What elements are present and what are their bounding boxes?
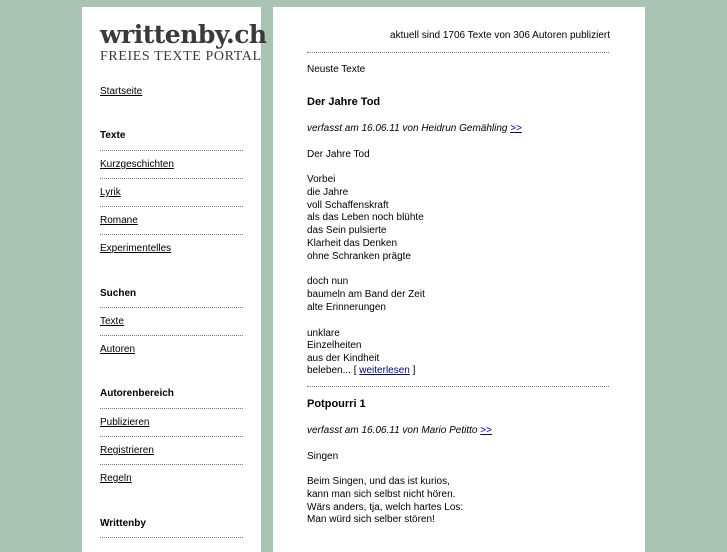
post-meta-text: verfasst am 16.06.11 von Heidrun Gemähling <box>307 123 508 134</box>
sidebar-link-experimentelles[interactable]: Experimentelles <box>100 243 172 254</box>
divider <box>307 386 609 387</box>
post-excerpt-last-line <box>307 365 415 376</box>
divider <box>100 335 243 336</box>
post-more-link[interactable]: >> <box>510 123 522 134</box>
site-logo-subtitle: FREIES TEXTE PORTAL <box>100 49 262 64</box>
divider <box>100 408 243 409</box>
last-line-bracket: ] <box>409 365 416 376</box>
post-meta <box>307 425 492 436</box>
post-title: Der Jahre Tod <box>307 96 381 108</box>
sidebar-heading-texte: Texte <box>100 130 126 141</box>
last-line-text: beleben... [ <box>307 365 360 376</box>
post-excerpt-body: Vorbei die Jahre voll Schaffenskraft als das Leben noch blühte das Sein pulsierte Klarheit das Denken ohne Schranken prägte doch nun baumeln am Band der Zeit alte Erinnerungen unklare Einzelheiten aus der Kindheit <box>307 174 425 365</box>
divider <box>307 52 609 53</box>
sidebar-link-lyrik[interactable]: Lyrik <box>100 187 121 198</box>
sidebar-heading-suchen: Suchen <box>100 288 137 299</box>
sidebar-heading-autorenbereich: Autorenbereich <box>100 388 174 399</box>
post-meta-text: verfasst am 16.06.11 von Mario Petitto <box>307 425 478 436</box>
post-meta <box>307 123 522 134</box>
sidebar-link-publizieren[interactable]: Publizieren <box>100 417 150 428</box>
post-title: Potpourri 1 <box>307 398 366 410</box>
divider <box>100 234 243 235</box>
post-excerpt-title: Singen <box>307 451 339 462</box>
site-logo-title[interactable]: writtenby.ch <box>100 20 267 49</box>
divider <box>100 206 243 207</box>
sidebar <box>82 7 267 552</box>
divider <box>100 150 243 151</box>
stats-text: aktuell sind 1706 Texte von 306 Autoren publiziert <box>390 30 610 41</box>
divider <box>100 464 243 465</box>
sidebar-link-regeln[interactable]: Regeln <box>100 473 132 484</box>
sidebar-link-registrieren[interactable]: Registrieren <box>100 445 154 456</box>
main-content <box>273 7 645 552</box>
divider <box>100 307 243 308</box>
sidebar-link-texte-suchen[interactable]: Texte <box>100 316 124 327</box>
sidebar-link-kurzgeschichten[interactable]: Kurzgeschichten <box>100 159 174 170</box>
post-more-link[interactable]: >> <box>480 425 492 436</box>
section-label: Neuste Texte <box>307 64 366 75</box>
post-excerpt-title: Der Jahre Tod <box>307 149 370 160</box>
divider <box>100 178 243 179</box>
sidebar-heading-writtenby: Writtenby <box>100 518 146 529</box>
sidebar-link-autoren-suchen[interactable]: Autoren <box>100 344 136 355</box>
sidebar-link-startseite[interactable]: Startseite <box>100 86 143 97</box>
divider <box>100 537 243 538</box>
divider <box>100 436 243 437</box>
read-more-link[interactable]: weiterlesen <box>359 365 410 376</box>
sidebar-link-romane[interactable]: Romane <box>100 215 138 226</box>
post-excerpt-body: Beim Singen, und das ist kurios, kann man sich selbst nicht hören. Wärs anders, tja, welch hartes Los: Man würd sich selber stören! <box>307 476 464 526</box>
